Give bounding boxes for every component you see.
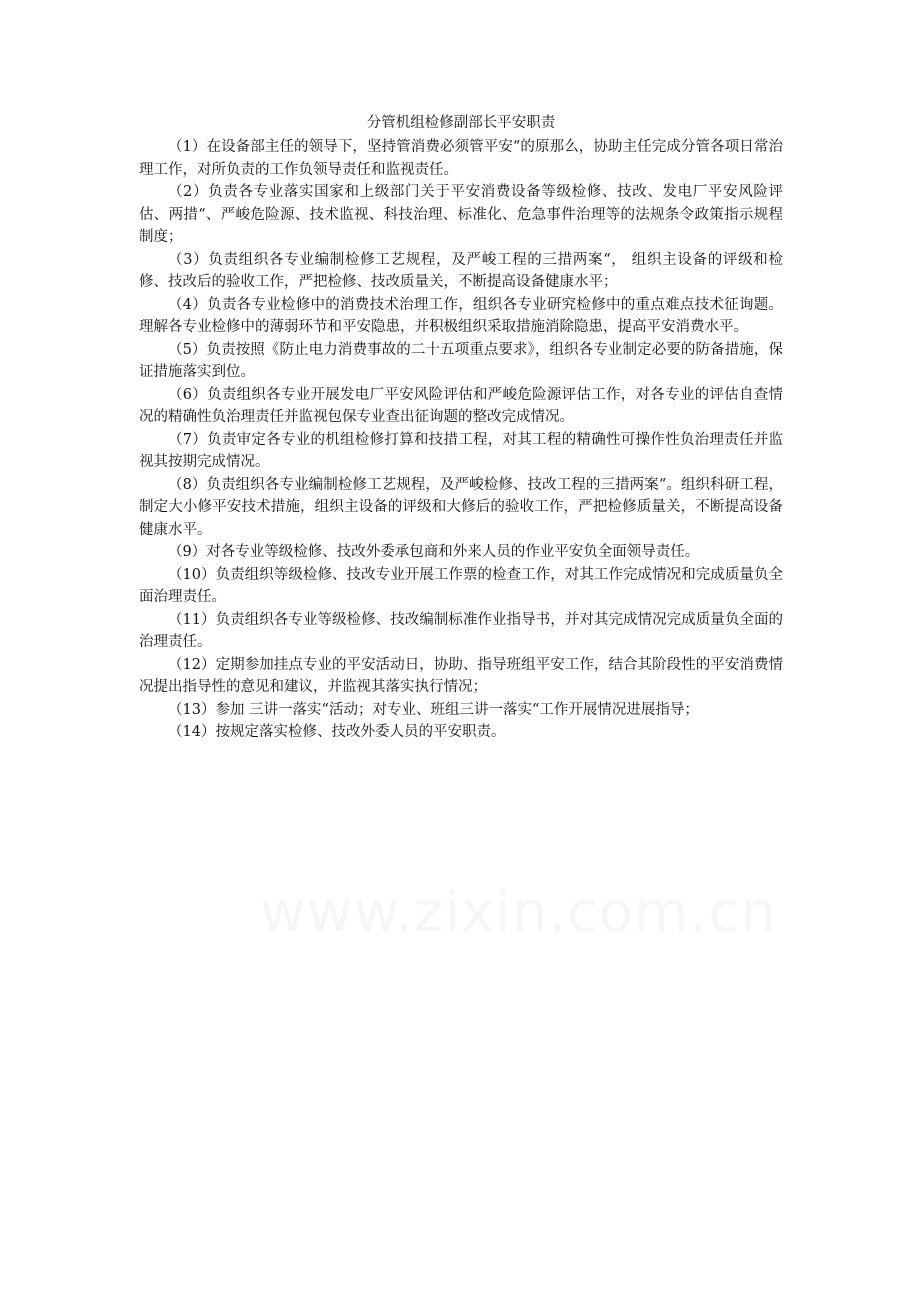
paragraph-2: （2）负责各专业落实国家和上级部门关于平安消费设备等级检修、技改、发电厂平安风险评估、两措“、严峻危险源、技术监视、科技治理、标准化、危急事件治理等的法规条令政策指示规程制度； bbox=[139, 184, 783, 245]
paragraph-13: （13）参加 三讲一落实“活动；对专业、班组三讲一落实“工作开展情况进展指导； bbox=[168, 701, 699, 718]
paragraph-7: （7）负责审定各专业的机组检修打算和技措工程，对其工程的精确性可操作性负治理责任并监视其按期完成情况。 bbox=[139, 431, 783, 470]
paragraph-8: （8）负责组织各专业编制检修工艺规程，及严峻检修、技改工程的三措两案“。组织科研工程，制定大小修平安技术措施，组织主设备的评级和大修后的验收工作，严把检修质量关，不断提高设备健康水平。 bbox=[139, 476, 783, 538]
paragraph-1: （1）在设备部主任的领导下，坚持管消费必须管平安“的原那么，协助主任完成分管各项日常治理工作，对所负责的工作负领导责任和监视责任。 bbox=[139, 139, 783, 178]
paragraph-9: （9）对各专业等级检修、技改外委承包商和外来人员的作业平安负全面领导责任。 bbox=[168, 544, 700, 560]
document-title: 分管机组检修副部长平安职责 bbox=[366, 115, 556, 131]
paragraph-4: （4）负责各专业检修中的消费技术治理工作，组织各专业研究检修中的重点难点技术征询题。理解各专业检修中的薄弱环节和平安隐患，并积极组织采取措施消除隐患，提高平安消费水平。 bbox=[139, 296, 783, 335]
paragraph-5: （5）负责按照《防止电力消费事故的二十五项重点要求》，组织各专业制定必要的防备措施，保证措施落实到位。 bbox=[139, 341, 783, 380]
watermark bbox=[260, 880, 680, 945]
paragraph-14: （14）按规定落实检修、技改外委人员的平安职责。 bbox=[168, 724, 506, 740]
paragraph-11: （11）负责组织各专业等级检修、技改编制标准作业指导书，并对其完成情况完成质量负全面的治理责任。 bbox=[139, 611, 783, 650]
paragraph-10: （10）负责组织等级检修、技改专业开展工作票的检查工作，对其工作完成情况和完成质量负全面治理责任。 bbox=[139, 566, 783, 605]
paragraph-12: （12）定期参加挂点专业的平安活动日，协助、指导班组平安工作，结合其阶段性的平安消费情况提出指导性的意见和建议，并监视其落实执行情况； bbox=[139, 656, 783, 695]
paragraph-6: （6）负责组织各专业开展发电厂平安风险评估和严峻危险源评估工作，对各专业的评估自查情况的精确性负治理责任并监视包保专业查出征询题的整改完成情况。 bbox=[139, 386, 783, 425]
document-page bbox=[139, 112, 783, 744]
paragraph-3: （3）负责组织各专业编制检修工艺规程，及严峻工程的三措两案“， 组织主设备的评级和检修、技改后的验收工作，严把检修、技改质量关，不断提高设备健康水平； bbox=[139, 251, 783, 290]
